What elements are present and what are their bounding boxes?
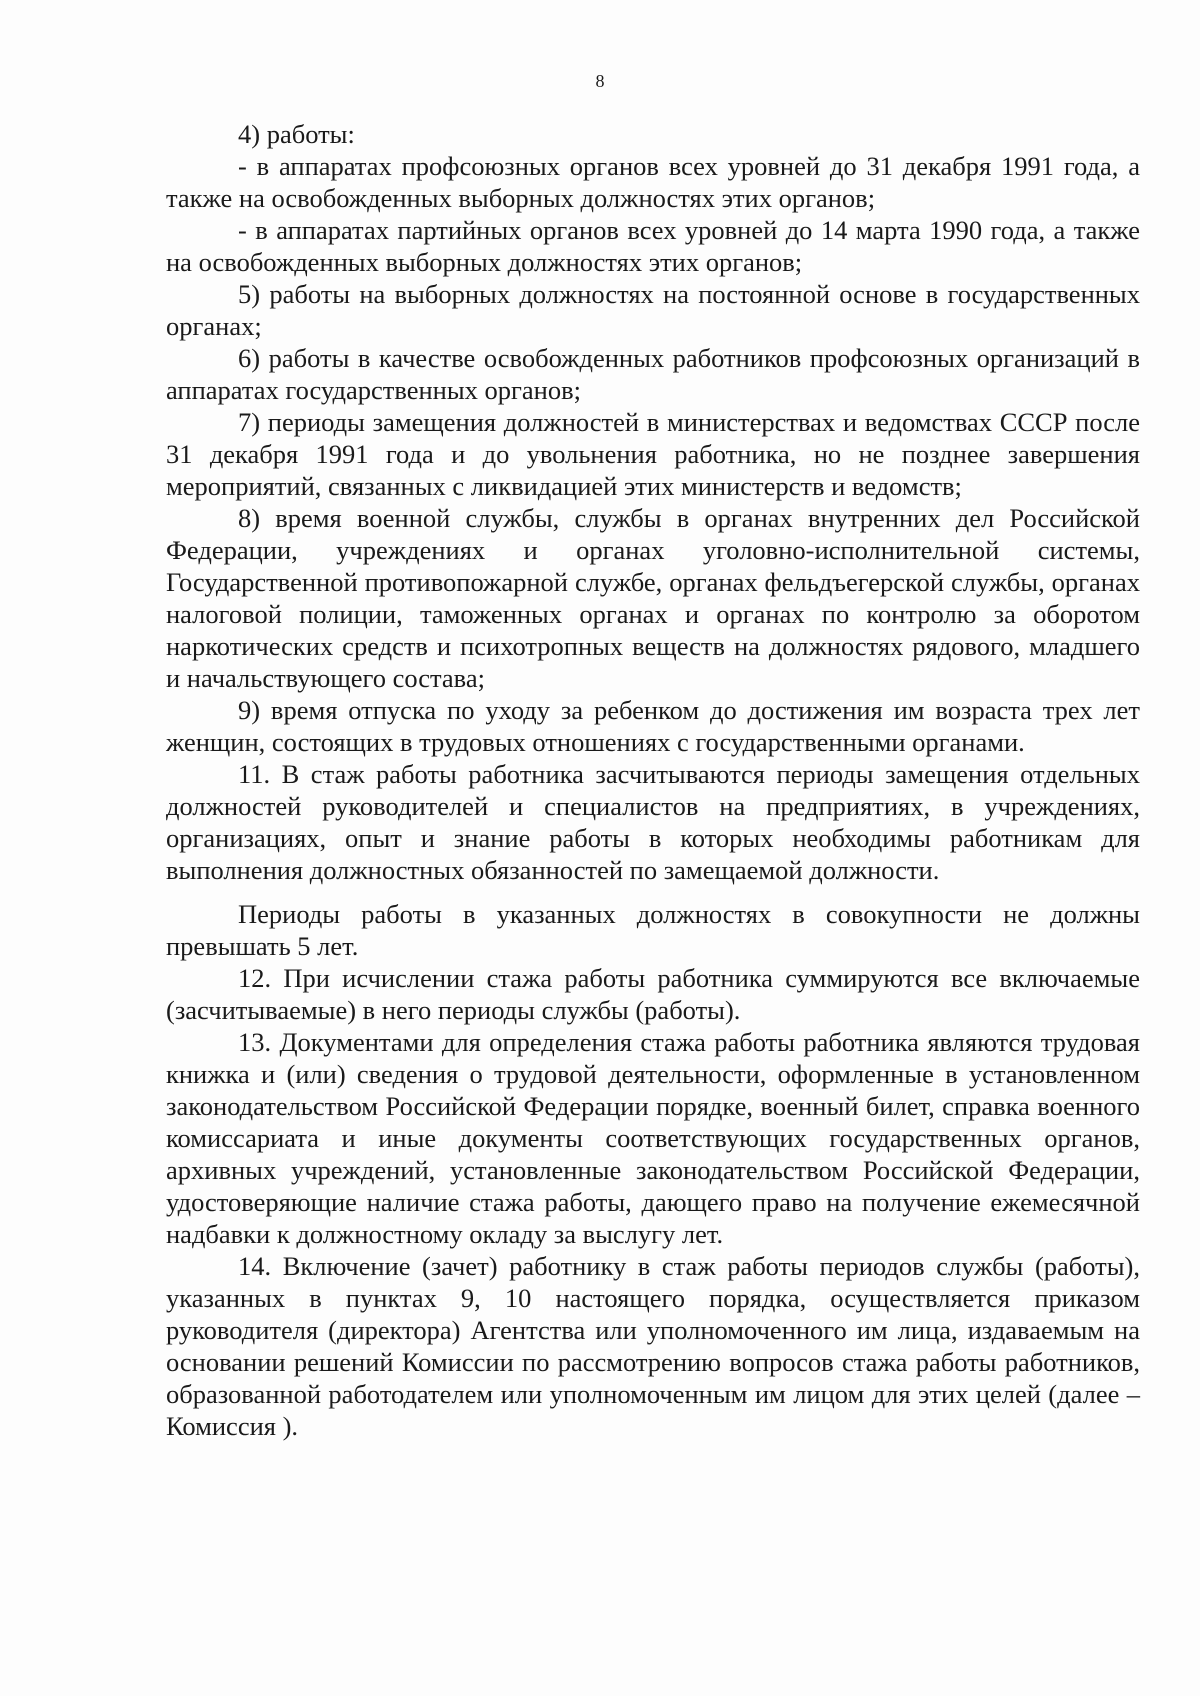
paragraph-clause-11: 11. В стаж работы работника засчитываются периоды замещения отдельных должностей руководителей и специалистов на предприятиях, в учреждениях, организациях, опыт и знание работы в которых необходимы работникам для выполнения должностных обязанностей по замещаемой должности.	[166, 759, 1140, 885]
paragraph-item-6: 6) работы в качестве освобожденных работников профсоюзных организаций в аппаратах государственных органов;	[166, 343, 1140, 405]
paragraph-item-5: 5) работы на выборных должностях на постоянной основе в государственных органах;	[166, 279, 1140, 341]
paragraph-clause-12: 12. При исчислении стажа работы работника суммируются все включаемые (засчитываемые) в него периоды службы (работы).	[166, 963, 1140, 1025]
document-body	[166, 118, 1140, 1442]
page-number: 8	[595, 71, 605, 91]
paragraph-item-4-a: - в аппаратах профсоюзных органов всех уровней до 31 декабря 1991 года, а также на освобожденных выборных должностях этих органов;	[166, 151, 1140, 213]
paragraph-item-4: 4) работы:	[238, 119, 355, 149]
paragraph-item-9: 9) время отпуска по уходу за ребенком до достижения им возраста трех лет женщин, состоящих в трудовых отношениях с государственными органами.	[166, 695, 1140, 757]
paragraph-item-4-b: - в аппаратах партийных органов всех уровней до 14 марта 1990 года, а также на освобожденных выборных должностях этих органов;	[166, 215, 1140, 277]
paragraph-clause-11-limit: Периоды работы в указанных должностях в совокупности не должны превышать 5 лет.	[166, 899, 1140, 961]
paragraph-clause-14: 14. Включение (зачет) работнику в стаж работы периодов службы (работы), указанных в пунктах 9, 10 настоящего порядка, осуществляется приказом руководителя (директора) Агентства или уполномоченного им лица, издаваемым на основании решений Комиссии по рассмотрению вопросов стажа работы работников, образованной работодателем или уполномоченным им лицом для этих целей (далее – Комиссия ).	[166, 1251, 1140, 1441]
paragraph-item-7: 7) периоды замещения должностей в министерствах и ведомствах СССР после 31 декабря 1991 года и до увольнения работника, но не позднее завершения мероприятий, связанных с ликвидацией этих министерств и ведомств;	[166, 407, 1140, 501]
paragraph-item-8: 8) время военной службы, службы в органах внутренних дел Российской Федерации, учреждениях и органах уголовно-исполнительной системы, Государственной противопожарной службе, органах фельдъегерской службы, органах налоговой полиции, таможенных органах и органах по контролю за оборотом наркотических средств и психотропных веществ на должностях рядового, младшего и начальствующего состава;	[166, 503, 1140, 693]
paragraph-clause-13: 13. Документами для определения стажа работы работника являются трудовая книжка и (или) сведения о трудовой деятельности, оформленные в установленном законодательством Российской Федерации порядке, военный билет, справка военного комиссариата и иные документы соответствующих государственных органов, архивных учреждений, установленные законодательством Российской Федерации, удостоверяющие наличие стажа работы, дающего право на получение ежемесячной надбавки к должностному окладу за выслугу лет.	[166, 1027, 1140, 1249]
